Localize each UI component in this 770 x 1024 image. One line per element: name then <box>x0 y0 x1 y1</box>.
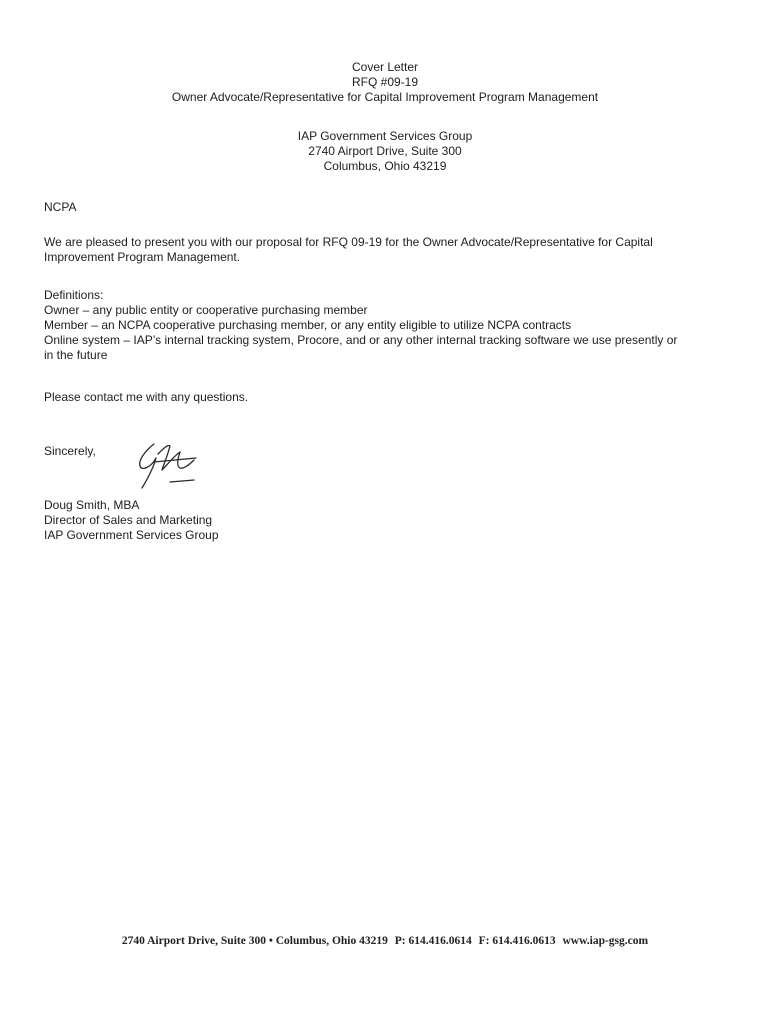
rfq-number: RFQ #09-19 <box>351 75 419 89</box>
sender-company: IAP Government Services Group <box>297 129 473 143</box>
signatory-name: Doug Smith, MBA <box>44 498 140 512</box>
handwritten-signature <box>124 436 214 496</box>
definition-online-system: Online system – IAP’s internal tracking system, Procore, and or any other internal tracking software we use presently or <box>44 333 678 347</box>
footer-phone: P: 614.416.0614 <box>394 935 472 947</box>
intro-line-2: Improvement Program Management. <box>44 250 241 264</box>
signatory-company: IAP Government Services Group <box>44 528 219 542</box>
signatory-title: Director of Sales and Marketing <box>44 513 213 527</box>
letter-title-block <box>0 60 770 105</box>
closing-text: Please contact me with any questions. <box>44 390 249 404</box>
sender-city: Columbus, Ohio 43219 <box>323 159 447 173</box>
definition-owner: Owner – any public entity or cooperative purchasing member <box>44 303 368 317</box>
signatory-block <box>44 498 734 543</box>
salutation-text: NCPA <box>44 200 77 214</box>
closing-paragraph <box>44 390 734 405</box>
definition-online-system-cont: in the future <box>44 348 108 362</box>
letter-subject: Owner Advocate/Representative for Capital Improvement Program Management <box>171 90 599 104</box>
intro-line-1: We are pleased to present you with our proposal for RFQ 09-19 for the Owner Advocate/Representative for Capital <box>44 235 653 249</box>
salutation <box>44 200 734 215</box>
sender-street: 2740 Airport Drive, Suite 300 <box>308 144 462 158</box>
intro-paragraph <box>44 235 734 265</box>
sender-address-block <box>0 129 770 174</box>
definitions-section <box>44 288 734 363</box>
footer-fax: F: 614.416.0613 <box>478 935 556 947</box>
definition-member: Member – an NCPA cooperative purchasing member, or any entity eligible to utilize NCPA contracts <box>44 318 572 332</box>
definitions-heading: Definitions: <box>44 288 104 302</box>
letterhead-footer <box>0 935 770 947</box>
footer-website: www.iap-gsg.com <box>562 935 649 947</box>
letter-title: Cover Letter <box>351 60 419 74</box>
footer-address: 2740 Airport Drive, Suite 300 • Columbus, Ohio 43219 <box>121 935 388 947</box>
sign-off-text: Sincerely, <box>44 444 96 458</box>
